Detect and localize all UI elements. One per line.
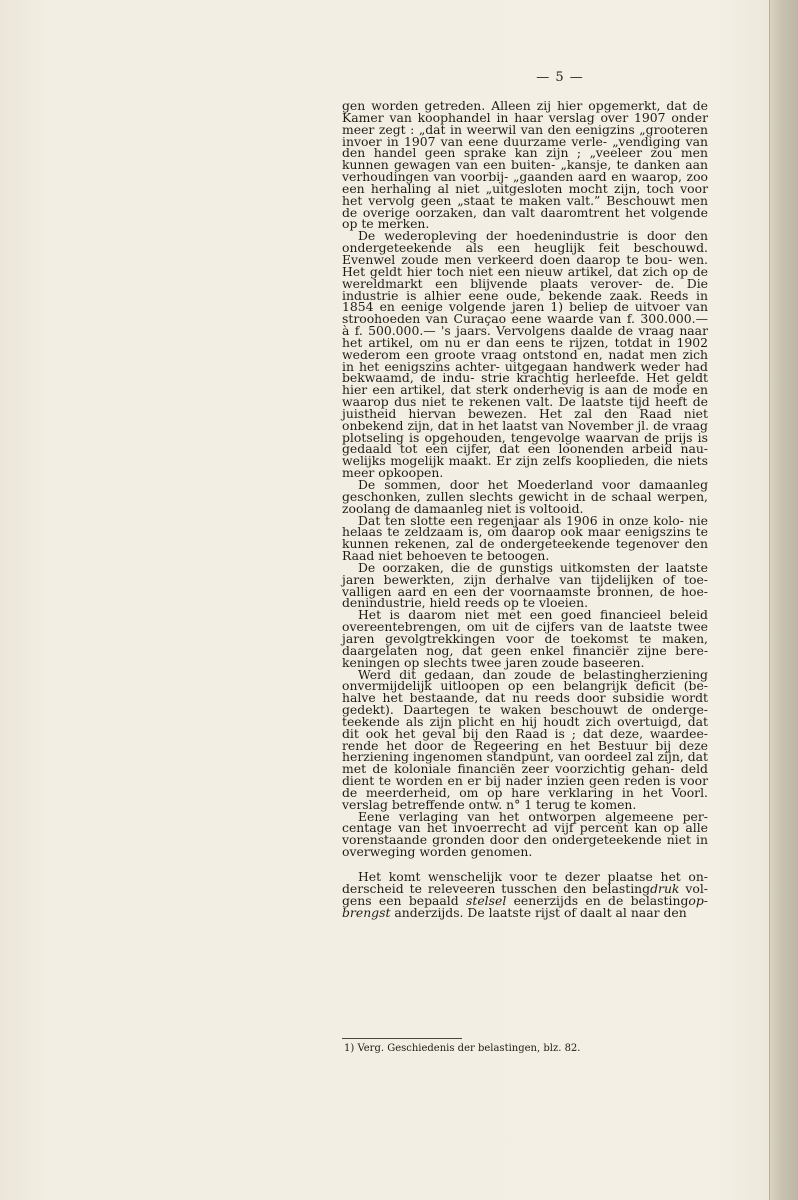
page-binding-edge xyxy=(769,0,798,1200)
footnote xyxy=(344,1043,704,1055)
footnote-text: Verg. Geschiedenis der belastingen, blz. 82. xyxy=(357,1043,581,1054)
paragraph: Dat ten slotte een regenjaar als 1906 in onze kolo- nie helaas te zeldzaam is, om daarop ook maar eenigszins te kunnen rekenen, zal de ondergeteekende tegenover den Raad niet behoeven te betoogen. xyxy=(342,512,708,564)
footnote-divider xyxy=(342,1038,462,1039)
body-text xyxy=(342,100,708,918)
text-run: eenerzijds en de belasting xyxy=(506,892,689,908)
text-run: vol- gens een bepaald xyxy=(342,880,708,908)
page-number: — 5 — xyxy=(536,70,584,85)
paragraph: De sommen, door het Moederland voor damaanleg geschonken, zullen slechts gewicht in de schaal werpen, zoolang de damaanleg niet is voltooid. xyxy=(342,477,708,516)
italic-run: stelsel xyxy=(466,892,507,908)
italic-run: op- brengst xyxy=(342,892,708,920)
text-run: Het komt wenschelijk voor te dezer plaatse het on- derscheid te releveeren tusschen den belasting xyxy=(342,869,708,896)
text-run: anderzijds. De laatste rijst of daalt al naar den xyxy=(390,904,687,920)
footnote-marker: 1) xyxy=(344,1043,355,1054)
paragraph: De wederopleving der hoedenindustrie is door den ondergeteekende als een heuglijk feit beschouwd. Evenwel zoude men verkeerd doen daarop te bou- wen. Het geldt hier toch niet een nieuw artikel, dat zich op de wereldmarkt een blijvende plaats verover- de. Die industrie is alhier eene oude, bekende zaak. Reeds in 1854 en eenige volgende jaren 1) beliep de uitvoer van stroohoeden van Curaçao eene waarde van f. 300.000.— à f. 500.000.— 's jaars. Vervolgens daalde de vraag naar het artikel, om nu er dan eens te rijzen, totdat in 1902 wederom een groote vraag ontstond en, nadat men zich in het eenigszins achter- uitgegaan handwerk weder had bekwaamd, de indu- strie krachtig herleefde. Het geldt hier een artikel, dat sterk onderhevig is aan de mode en waarop dus niet te rekenen valt. De laatste tijd heeft de juistheid hiervan bewezen. Het zal den Raad niet onbekend zijn, dat in het laatst van November jl. de vraag plotseling is opgehouden, tengevolge waarvan de prijs is gedaald tot een cijfer, dat een loonenden arbeid nau- welijks mogelijk maakt. Er zijn zelfs kooplieden, die niets meer opkoopen. xyxy=(342,228,708,481)
paragraph: gen worden getreden. Alleen zij hier opgemerkt, dat de Kamer van koophandel in haar verslag over 1907 onder meer zegt : „dat in weerwil van den eenigzins „grooteren invoer in 1907 van eene duurzame verle- „vendiging van den handel geen sprake kan zijn ; „veeleer zou men kunnen gewagen van een buiten- „kansje, te danken aan verhoudingen van voorbij- „gaanden aard en waarop, zoo een herhaling al niet „uitgesloten mocht zijn, toch voor het vervolg geen „staat te maken valt.” Beschouwt men de overige oorzaken, dan valt daaromtrent het volgende op te merken. xyxy=(342,98,708,232)
italic-run: druk xyxy=(650,880,680,896)
paragraph: Eene verlaging van het ontworpen algemeene per- centage van het invoerrecht ad vijf percent kan op alle vorenstaande gronden door den ondergeteekende niet in overweging worden genomen. xyxy=(342,808,708,860)
paragraph-last xyxy=(342,871,708,918)
paragraph: Werd dit gedaan, dan zoude de belastingherziening onvermijdelijk uitloopen op een belangrijk deficit (be- halve het bestaande, dat nu reeds door subsidie wordt gedekt). Daartegen te waken beschouwt de onderge- teekende als zijn plicht en hij houdt zich overtuigd, dat dit ook het geval bij den Raad is ; dat deze, waardee- rende het door de Regeering en het Bestuur bij deze herziening ingenomen standpunt, van oordeel zal zijn, dat met de koloniale financiën zeer voorzichtig gehan- deld dient te worden en er bij nader inzien geen reden is voor de meerderheid, om op hare verklaring in het Voorl. verslag betreffende ontw. n° 1 terug te komen. xyxy=(342,666,708,812)
paragraph: Het is daarom niet met een goed financieel beleid overeentebrengen, om uit de cijfers van de laatste twee jaren gevolgtrekkingen voor de toekomst te maken, daargelaten nog, dat geen enkel financiër zijne bere- keningen op slechts twee jaren zoude baseeren. xyxy=(342,607,708,670)
paragraph: De oorzaken, die de gunstigs uitkomsten der laatste jaren bewerkten, zijn derhalve van tijdelijken of toe- valligen aard en een der voornaamste bronnen, de hoe- denindustrie, hield reeds op te vloeien. xyxy=(342,559,708,611)
